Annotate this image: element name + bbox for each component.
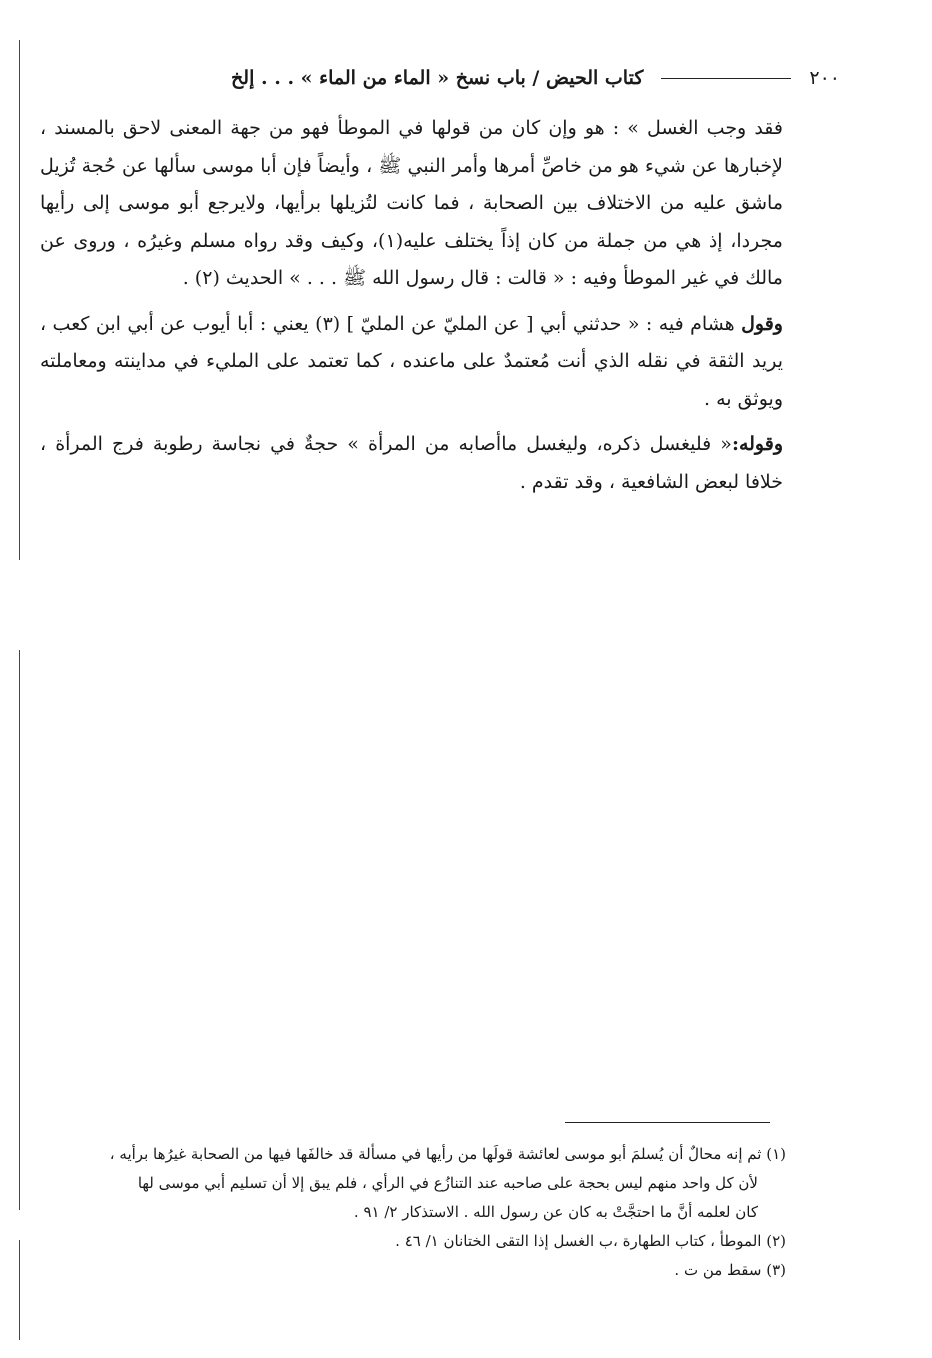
running-title: كتاب الحيض / باب نسخ « الماء من الماء » . . . إلخ [231, 67, 644, 89]
paragraph-2 [40, 306, 783, 419]
paragraph-text: « فليغسل ذكره، وليغسل ماأصابه من المرأة » حجةٌ في نجاسة رطوبة فرج المرأة ، خلافا لبعض الشافعية ، وقد تقدم . [40, 433, 783, 493]
paragraph-3 [40, 426, 783, 501]
page-number: ٢٠٠ [809, 67, 840, 89]
footnote-line: (٣) سقط من ت . [674, 1261, 786, 1279]
paragraph-lead: وقول [741, 312, 783, 335]
scan-margin-line [19, 40, 20, 560]
paragraph-text: هشام فيه : « حدثني أبي [ عن المليّ عن المليّ ] (٣) يعني : أبا أيوب عن أبي ابن كعب ، يريد الثقة في نقله الذي أنت مُعتمدٌ على ماعنده ، كما تعتمد على المليء في مداينته ومعاملته ويوثق به . [40, 312, 783, 410]
footnote-separator [565, 1122, 770, 1123]
footnote-line: كان لعلمه أنَّ ما احتجَّتْ به كان عن رسول الله . الاستذكار ٢/ ٩١ . [353, 1203, 758, 1221]
footnote-line: لأن كل واحد منهم ليس بحجة على صاحبه عند التنازُع في الرأي ، فلم يبق إلا أن تسليم أبي موسى لها [137, 1174, 758, 1192]
footnote-line: (٢) الموطأ ، كتاب الطهارة ،ب الغسل إذا التقى الختانان ١/ ٤٦ . [395, 1232, 786, 1250]
scan-margin-line [19, 650, 20, 1210]
paragraph-1 [40, 110, 783, 298]
scan-margin-line [19, 1240, 20, 1340]
running-header [40, 60, 840, 96]
header-rule [661, 78, 791, 79]
main-text [40, 110, 783, 509]
paragraph-lead: وقوله: [731, 433, 783, 455]
footnotes [36, 1140, 786, 1285]
paragraph-text: فقد وجب الغسل » : هو وإن كان من قولها في الموطأ فهو من جهة المعنى لاحق بالمسند ، لإخبارها عن شيء هو من خاصِّ أمرها وأمر النبي ﷺ ، وأيضاً فإن أبا موسى سألها عن حُجة تُزيل ماشق عليه من الاختلاف بين الصحابة ، فما كانت لتُزيلها برأيها، ولايرجع أبو موسى إلى رأيها مجردا، إذ هي من جملة من كان إذاً يختلف عليه(١)، وكيف وقد رواه مسلم وغيرُه ، وروى عن مالك في غير الموطأ وفيه : « قالت : قال رسول الله ﷺ . . . » الحديث (٢) . [40, 117, 783, 289]
footnote-line: (١) ثم إنه محالٌ أن يُسلمَ أبو موسى لعائشة قولَها من رأيها في مسألة قد خالفَها فيها من الصحابة غيرُها برأيه ، [109, 1145, 786, 1163]
